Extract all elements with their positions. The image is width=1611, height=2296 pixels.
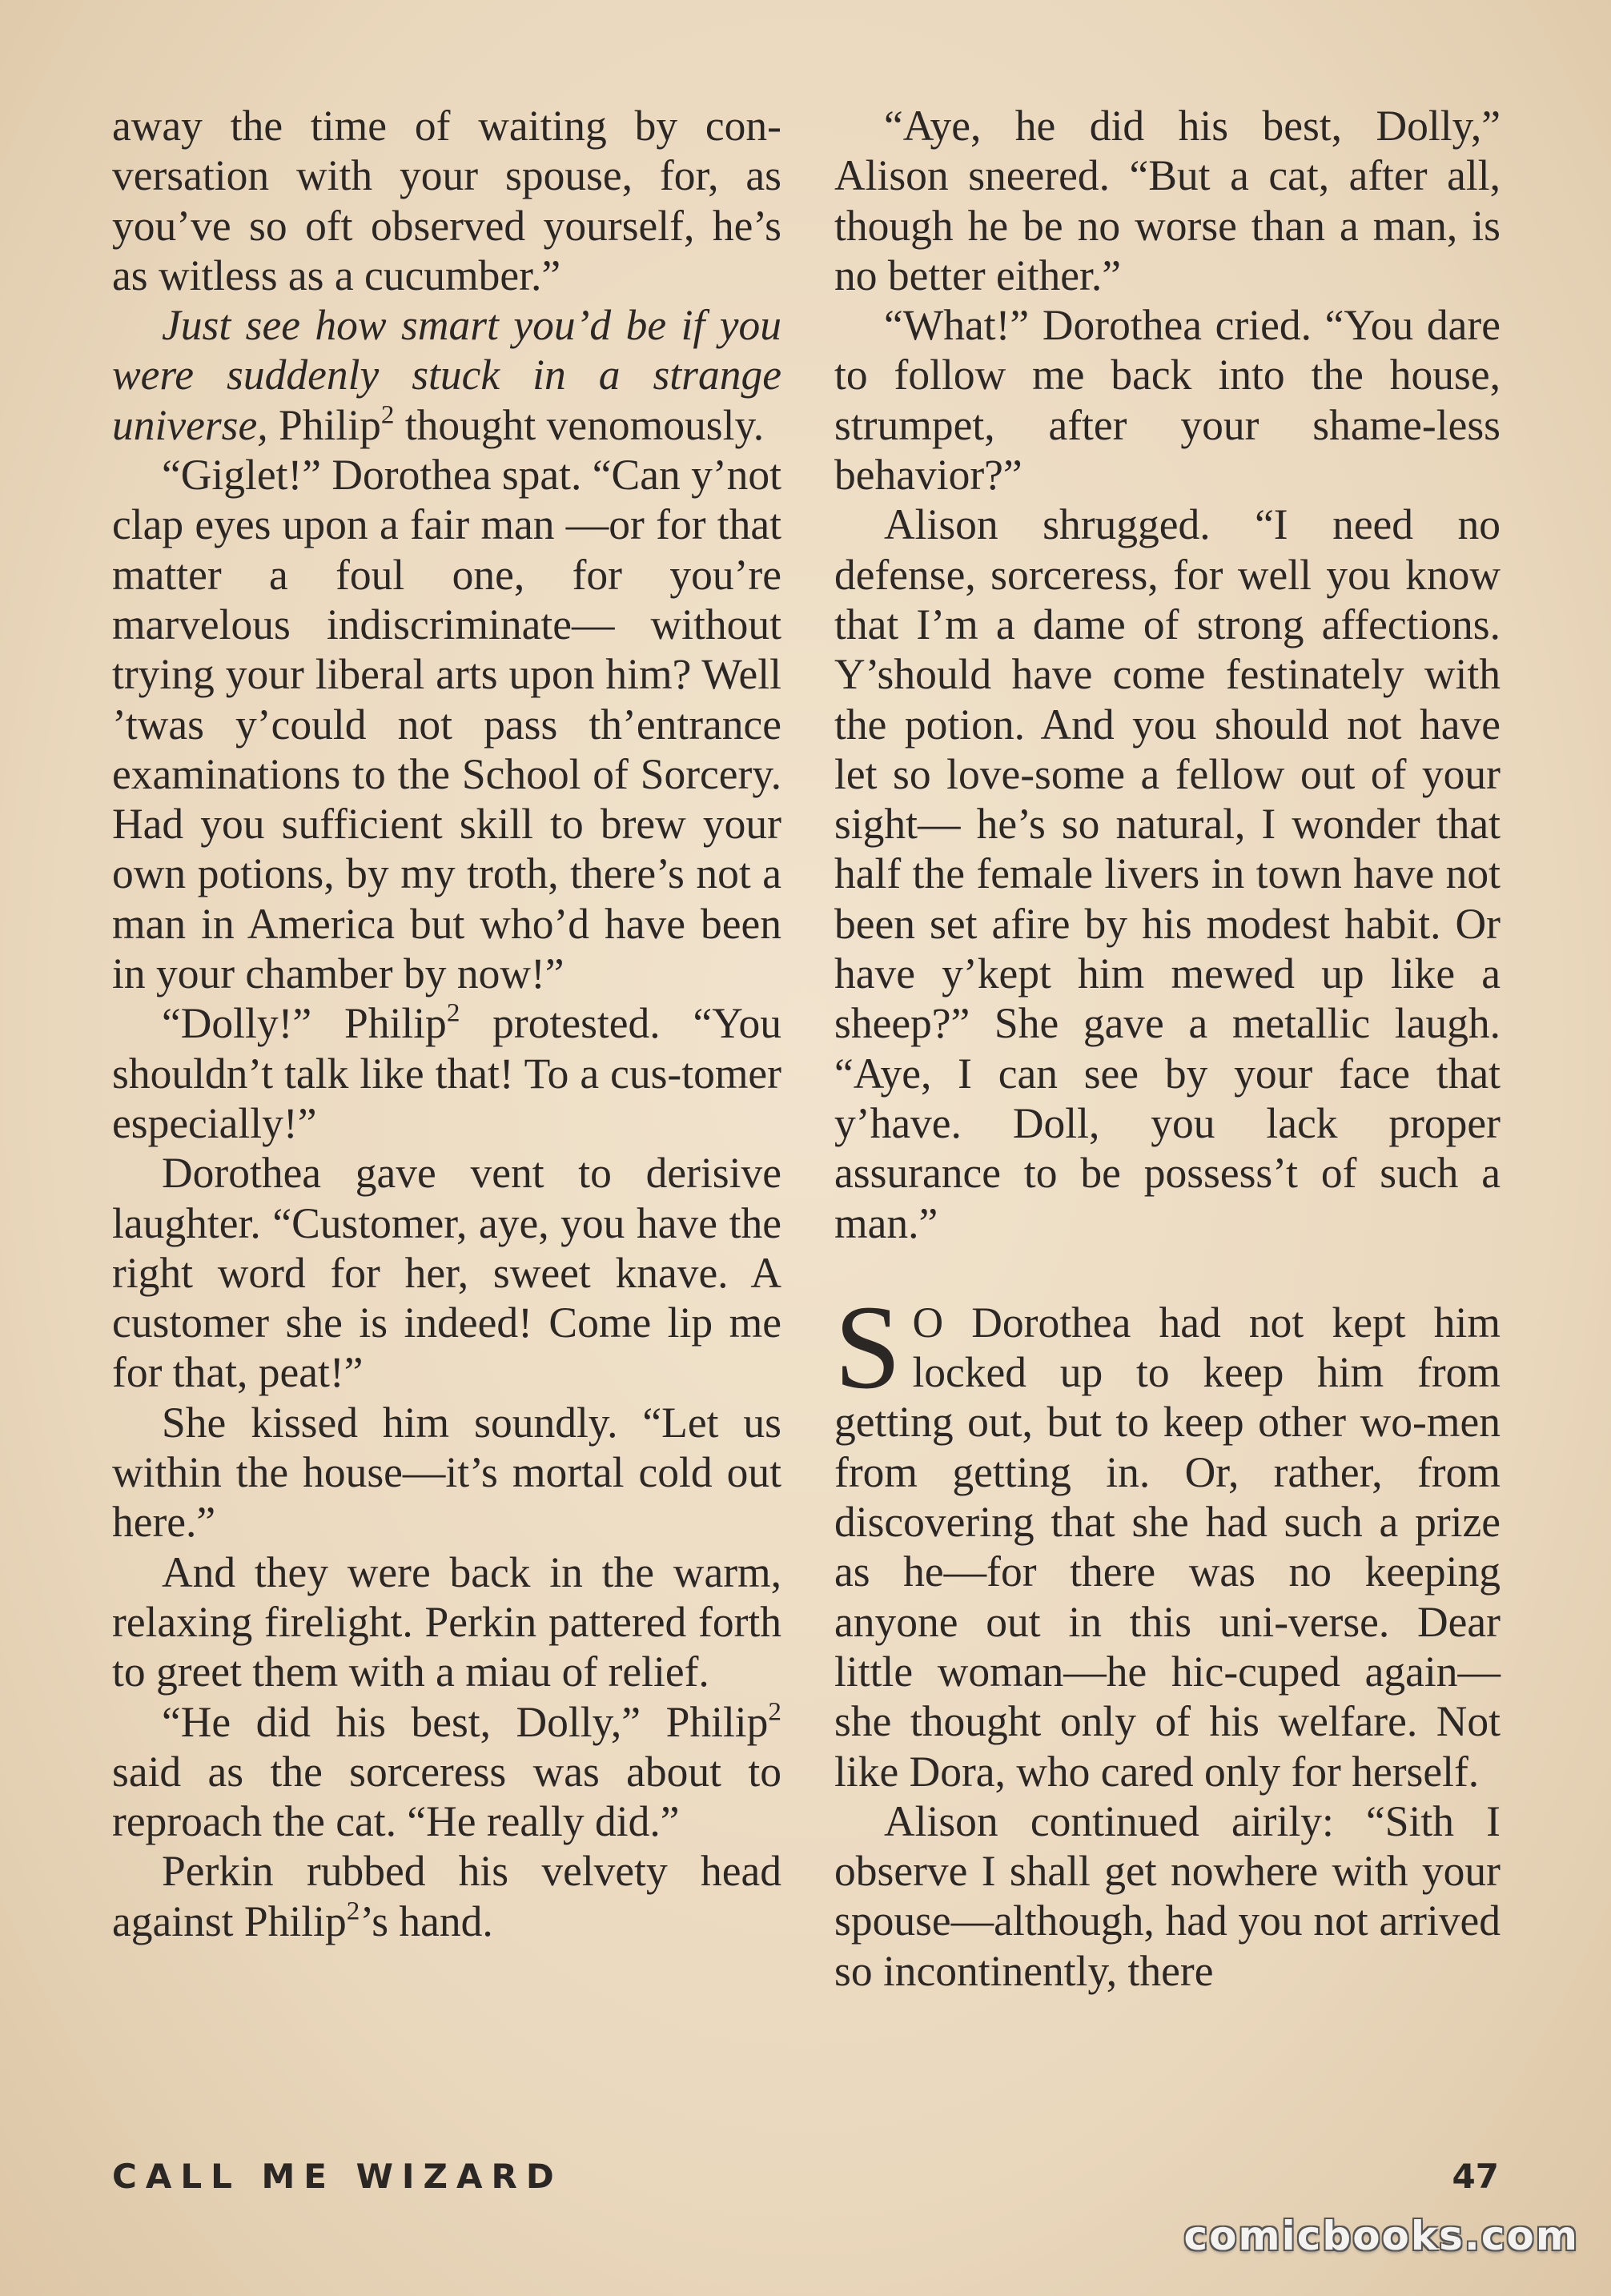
drop-cap-letter: S <box>834 1280 902 1414</box>
left-paragraph: “Giglet!” Dorothea spat. “Can y’not clap eyes upon a fair man —or for that matter a foul one, for you’re marvelous indiscriminate— without trying your liberal arts upon him? Well ’twas y’could not pass th’entrance examinations to the School of Sorcery. Had you sufficient skill to brew your own potions, by my troth, there’s not a man in America but who’d have been in your chamber by now!” <box>112 451 781 998</box>
right-paragraph: “Aye, he did his best, Dolly,” Alison sneered. “But a cat, after all, though he be no worse than a man, is no better either.” <box>834 102 1501 299</box>
left-paragraph: Just see how smart you’d be if you were suddenly stuck in a strange universe, Philip$^2$ thought venomously. <box>112 301 781 449</box>
right-paragraph: “What!” Dorothea cried. “You dare to follow me back into the house, strumpet, after your shame-less behavior?” <box>834 301 1501 500</box>
right-column <box>834 101 1501 1996</box>
final-paragraph: Alison continued airily: “Sith I observe I shall get nowhere with your spouse—although, had you not arrived so incontinently, there <box>834 1796 1501 1995</box>
superscript: 2 <box>768 1696 781 1726</box>
superscript: 2 <box>346 1896 360 1926</box>
left-paragraph: She kissed him soundly. “Let us within the house—it’s mortal cold out here.” <box>112 1398 781 1547</box>
left-paragraph: Dorothea gave vent to derisive laughter. “Customer, aye, you have the right word for her, sweet knave. A customer she is indeed! Come lip me for that, peat!” <box>112 1149 781 1397</box>
left-paragraph: Perkin rubbed his velvety head against Philip$^2$’s hand. <box>112 1847 781 1945</box>
left-paragraph: And they were back in the warm, relaxing firelight. Perkin pattered forth to greet them with a miau of relief. <box>112 1547 781 1696</box>
watermark-logo: comicbooks.com <box>1183 2213 1579 2259</box>
right-column-paragraphs <box>834 101 1501 1248</box>
left-paragraph: “He did his best, Dolly,” Philip$^2$ said as the sorceress was about to reproach the cat. “He really did.” <box>112 1696 781 1846</box>
right-paragraph: Alison shrugged. “I need no defense, sorceress, for well you know that I’m a dame of strong affections. Y’should have come festinately with the potion. And you should not have let so love-some a fellow out of your sight— he’s so natural, I wonder that half the female livers in town have not been set afire by his modest habit. Or have y’kept him mewed up like a sheep?” She gave a metallic laugh. “Aye, I can see by your face that y’have. Doll, you lack proper assurance to be possess’t of such a man.” <box>834 500 1501 1247</box>
page-number: 47 <box>1452 2157 1499 2196</box>
section-opening-text: O Dorothea had not kept him locked up to keep him from getting out, but to keep other wo-men from getting in. Or, rather, from discovering that she had such a prize as he—for there was no keeping anyone out in this uni-verse. Dear little woman—he hic-cuped again—she thought only of his welfare. Not like Dora, who cared only for herself. <box>834 1298 1501 1796</box>
running-footer-title: CALL ME WIZARD <box>112 2157 563 2196</box>
section-opening-paragraph <box>834 1280 1501 1796</box>
left-paragraph: away the time of waiting by con-versation with your spouse, for, as you’ve so oft observed yourself, he’s as witless as a cucumber.” <box>112 102 781 299</box>
superscript: 2 <box>446 997 460 1028</box>
left-paragraph: “Dolly!” Philip$^2$ protested. “You shouldn’t talk like that! To a cus-tomer especially!” <box>112 997 781 1147</box>
italic-thought: Just see how smart you’d be if you were suddenly stuck in a strange universe, <box>112 301 781 449</box>
left-column <box>112 101 781 1946</box>
superscript: 2 <box>380 399 395 430</box>
